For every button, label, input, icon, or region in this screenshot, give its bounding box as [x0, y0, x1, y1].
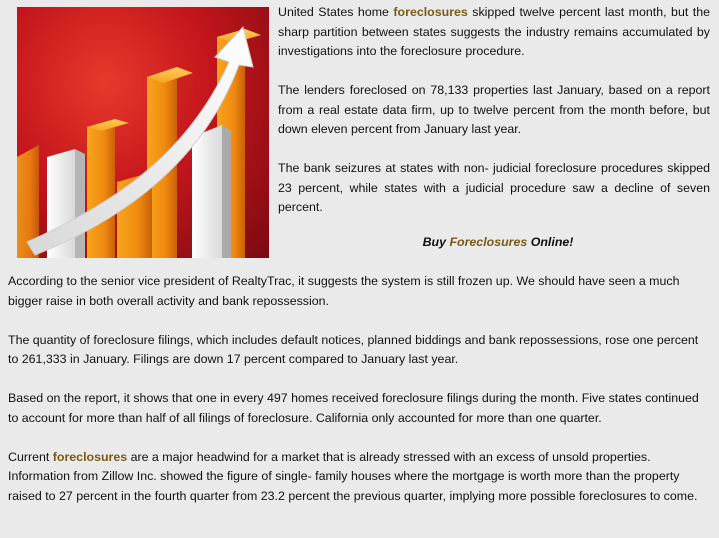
intro-column	[278, 3, 710, 237]
body-paragraph-2: The quantity of foreclosure filings, which includes default notices, planned biddings and bank repossessions, rose one percent to 261,333 in January. Filings are down 17 percent compared to January last year.	[8, 332, 699, 366]
intro-paragraph-3: The bank seizures at states with non- judicial foreclosure procedures skipped 23 percent, while states with a judicial procedure saw a decline of seven percent.	[278, 161, 710, 214]
body-paragraph-3: Based on the report, it shows that one in every 497 homes received foreclosure filings during the month. Five states continued to account for more than half of all filings of foreclosure. California only accounted for more than one quarter.	[8, 391, 699, 425]
foreclosures-link[interactable]: foreclosures	[52, 449, 128, 464]
hero-image	[17, 7, 269, 258]
article-body	[8, 272, 708, 526]
intro-paragraph-1: United States home foreclosures skipped twelve percent last month, but the sharp partition between states suggests the industry remains accumulated by investigations into the foreclosure procedure.	[278, 5, 710, 58]
buy-keyword[interactable]: Foreclosures	[449, 235, 528, 249]
intro-paragraph-2: The lenders foreclosed on 78,133 properties last January, based on a report from a real estate data firm, up to twelve percent from the month before, but down eleven percent from January last year.	[278, 83, 710, 136]
buy-foreclosures-online-link[interactable]: Buy Foreclosures Online!	[422, 235, 574, 249]
body-paragraph-1: According to the senior vice president of RealtyTrac, it suggests the system is still frozen up. We should have seen a much bigger raise in both overall activity and bank repossession.	[8, 274, 680, 308]
body-paragraph-4: Current foreclosures are a major headwind for a market that is already stressed with an excess of unsold properties. Information from Zillow Inc. showed the figure of single- family houses where the mortgage is worth more than the property raised to 27 percent in the fourth quarter from 23.2 percent the previous quarter, implying more possible foreclosures to come.	[8, 449, 698, 503]
foreclosures-link[interactable]: foreclosures	[393, 5, 468, 19]
bar-chart-arrow-illustration	[17, 7, 269, 258]
